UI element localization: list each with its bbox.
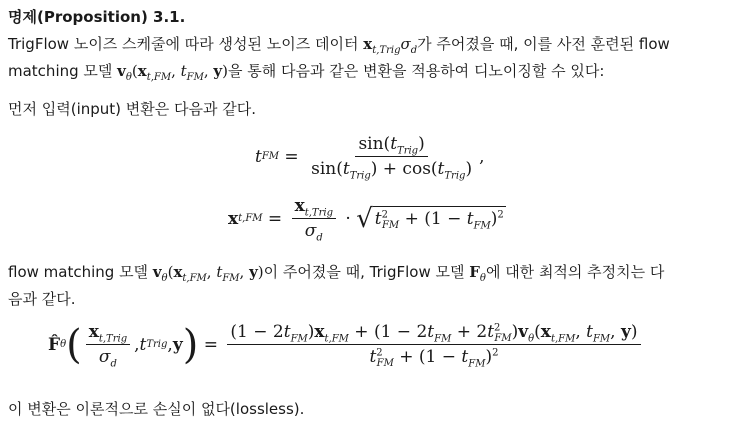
noisy-data-symbol: $x_{t,Trig}\sigma_d$	[363, 35, 418, 56]
time-transform-equation: t FM = $\frac{\sin(t_{Trig})}{\sin(t_{Trig}) + \cos(t_{Trig})}$ ,	[255, 134, 485, 182]
intro-paragraph	[8, 31, 747, 85]
data-fraction: $\frac{x_{t,Trig}}{\sigma_d}$	[292, 196, 336, 241]
input-transform-text: 먼저 입력(input) 변환은 다음과 같다.	[8, 100, 257, 118]
trigflow-estimate-equation: F̂ θ ( $\frac{x_{t,Trig}}{\sigma_d}$ , t Trig , y ) = $\frac{(1 - 2t_{FM})x_{t,FM} + (1 - 2t_{FM} + 2t^2_{FM})v_\theta(x_{t,FM}, t_{FM}, y)}{t^2_{FM} + (1 - t_{FM})^2}$	[48, 322, 645, 367]
flow-model-symbol-2: $v_\theta(x_{t,FM}$, $t_{FM}$, y)	[152, 263, 264, 284]
data-transform-equation: x t,FM = $\frac{x_{t,Trig}}{\sigma_d}$ · √ $t^2_{FM} + (1 - t_{FM})^2$	[228, 196, 504, 244]
conclusion-text: 이 변환은 이론적으로 손실이 없다(lossless).	[8, 400, 305, 418]
model-text-3: 에 대한 최적의 추정치는 다	[485, 263, 665, 281]
intro-text-2: 가 주어졌을 때, 이를 사전 훈련된 flow	[417, 35, 670, 53]
estimate-fraction: $\frac{(1 - 2t_{FM})x_{t,FM} + (1 - 2t_{FM} + 2t^2_{FM})v_\theta(x_{t,FM}, t_{FM}, y)}{t^2_{FM} + (1 - t_{FM})^2}$	[227, 322, 640, 367]
model-text-1: flow matching 모델	[8, 263, 153, 281]
model-text-4: 음과 같다.	[8, 290, 76, 308]
intro-text-1: TrigFlow 노이즈 스케줄에 따라 생성된 노이즈 데이터	[8, 35, 364, 53]
intro-text-3: matching 모델	[8, 62, 118, 80]
proposition-heading: 명제(Proposition) 3.1.	[8, 8, 186, 26]
model-paragraph	[8, 259, 747, 313]
model-text-2: 이 주어졌을 때, TrigFlow 모델	[263, 263, 470, 281]
trigflow-model-symbol: $F_\theta$	[469, 263, 486, 284]
intro-text-4: 을 통해 다음과 같은 변환을 적용하여 디노이징할 수 있다:	[227, 62, 605, 80]
input-fraction: $\frac{x_{t,Trig}}{\sigma_d}$	[86, 322, 130, 367]
time-fraction: $\frac{\sin(t_{Trig})}{\sin(t_{Trig}) + \cos(t_{Trig})}$	[311, 134, 473, 182]
sqrt-term: √ $t^2_{FM} + (1 - t_{FM})^2$	[356, 203, 504, 234]
flow-model-symbol: $v_\theta(x_{t,FM}$, $t_{FM}$, y)	[117, 62, 228, 83]
